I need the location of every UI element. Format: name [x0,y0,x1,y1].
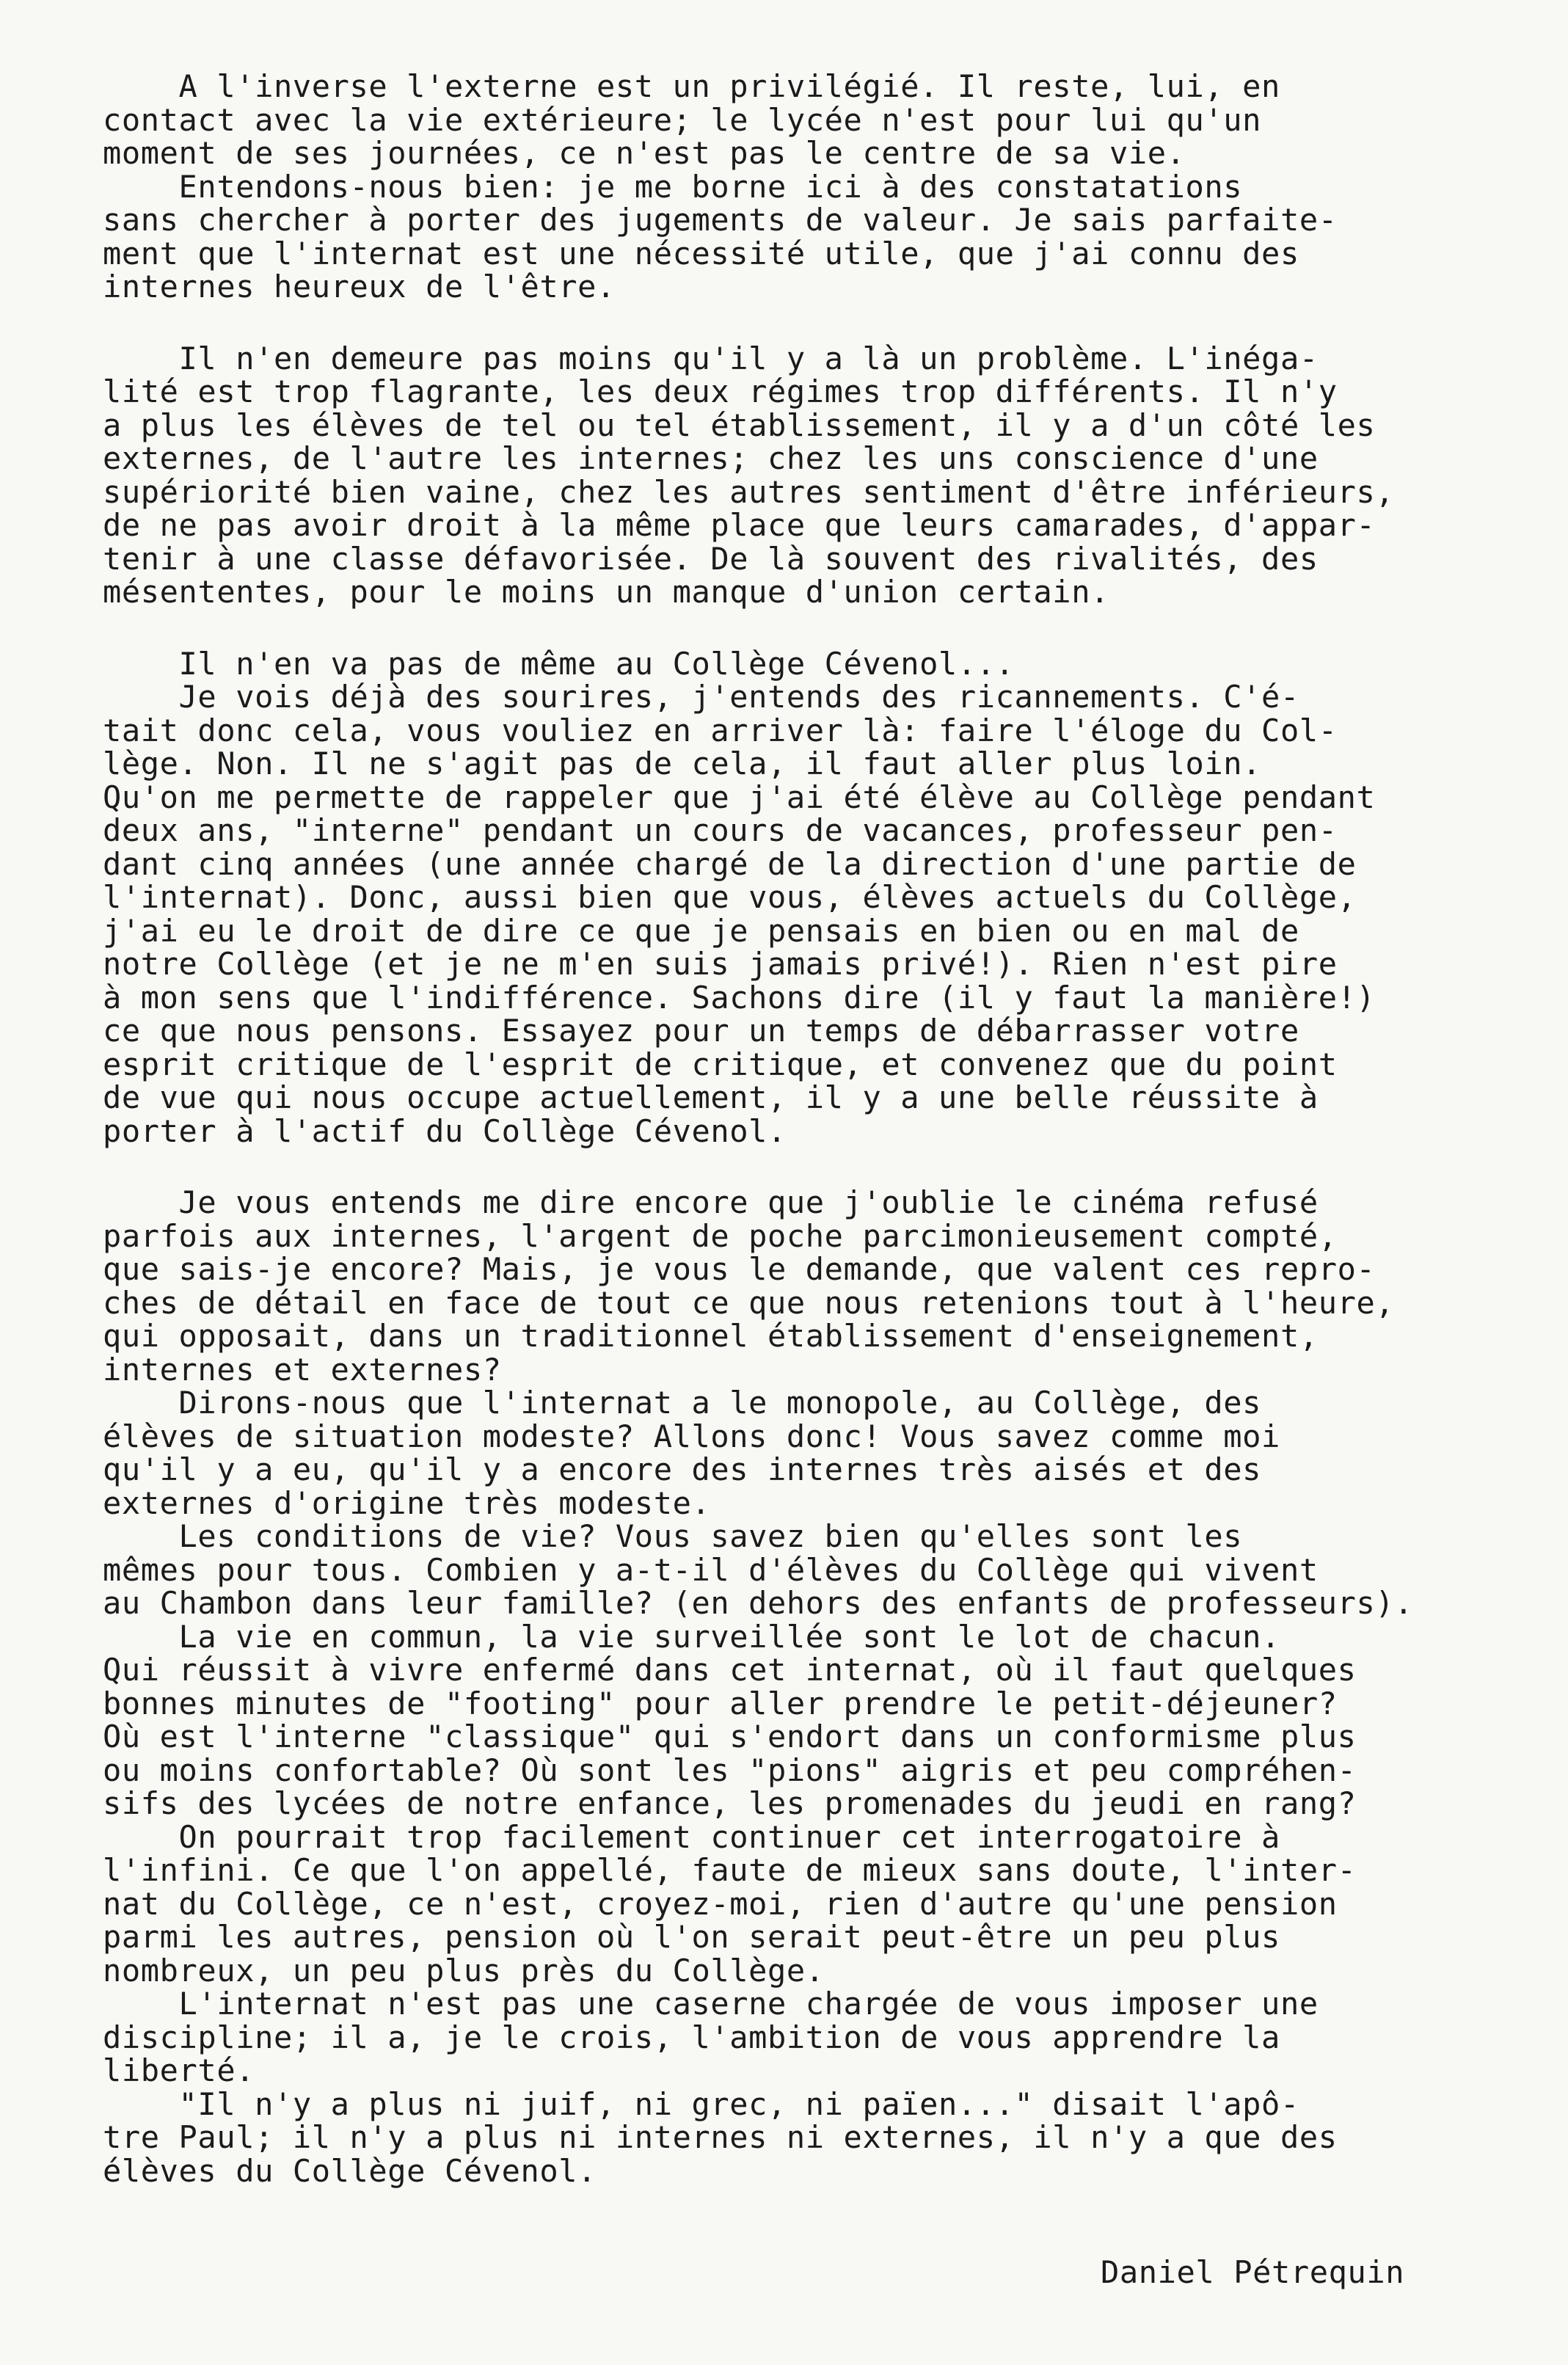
text-line: Il n'en demeure pas moins qu'il y a là un problème. L'inéga- [103,340,1319,376]
paragraph-gap [103,1148,1526,1186]
text-line: Il n'en va pas de même au Collège Cévenol... [103,645,1015,682]
text-line: tre Paul; il n'y a plus ni internes ni externes, il n'y a que des [103,2119,1338,2155]
text-line: mêmes pour tous. Combien y a-t-il d'élèves du Collège qui vivent [103,1551,1319,1588]
text-line: élèves du Collège Cévenol. [103,2152,597,2189]
paragraph [103,70,1526,304]
text-line: externes, de l'autre les internes; chez les uns conscience d'une [103,440,1319,476]
text-line: au Chambon dans leur famille? (en dehors des enfants de professeurs). [103,1585,1414,1621]
text-line: à mon sens que l'indifférence. Sachons dire (il y faut la manière!) [103,979,1376,1016]
text-line: j'ai eu le droit de dire ce que je pensais en bien ou en mal de [103,912,1299,949]
paragraph-gap [103,609,1526,647]
text-line: lège. Non. Il ne s'agit pas de cela, il faut aller plus loin. [103,746,1262,781]
text-line: a plus les élèves de tel ou tel établissement, il y a d'un côté les [103,407,1376,443]
text-line: Je vous entends me dire encore que j'oublie le cinéma refusé [103,1184,1319,1220]
text-line: parfois aux internes, l'argent de poche parcimonieusement compté, [103,1217,1338,1254]
text-line: que sais-je encore? Mais, je vous le demande, que valent ces repro- [103,1251,1376,1287]
text-line: lité est trop flagrante, les deux régimes trop différents. Il n'y [103,373,1338,409]
paragraph [103,342,1526,609]
text-line: dant cinq années (une année chargé de la direction d'une partie de [103,845,1357,882]
text-line: On pourrait trop facilement continuer cet interrogatoire à [103,1818,1280,1855]
text-line: élèves de situation modeste? Allons donc! Vous savez comme moi [103,1418,1280,1454]
text-line: Où est l'interne "classique" qui s'endort dans un conformisme plus [103,1719,1357,1754]
paragraph [103,647,1526,1148]
text-line: Entendons-nous bien: je me borne ici à des constatations [103,168,1243,205]
text-line: mésententes, pour le moins un manque d'union certain. [103,574,1109,610]
paragraph [103,1186,1526,2187]
text-line: Qui réussit à vivre enfermé dans cet internat, où il faut quelques [103,1652,1357,1688]
text-line: externes d'origine très modeste. [103,1484,711,1521]
text-line: porter à l'actif du Collège Cévenol. [103,1112,787,1149]
paragraph-gap [103,304,1526,342]
text-line: Dirons-nous que l'internat a le monopole, au Collège, des [103,1385,1262,1421]
text-line: contact avec la vie extérieure; le lycée n'est pour lui qu'un [103,101,1262,138]
text-line: sifs des lycées de notre enfance, les promenades du jeudi en rang? [103,1785,1357,1821]
text-line: de ne pas avoir droit à la même place que leurs camarades, d'appar- [103,507,1376,543]
text-line: L'internat n'est pas une caserne chargée de vous imposer une [103,1986,1319,2022]
text-line: Je vois déjà des sourires, j'entends des ricannements. C'é- [103,679,1299,715]
text-line: moment de ses journées, ce n'est pas le centre de sa vie. [103,135,1186,171]
text-line: l'internat). Donc, aussi bien que vous, élèves actuels du Collège, [103,879,1357,915]
text-line: liberté. [103,2052,255,2088]
text-line: bonnes minutes de "footing" pour aller prendre le petit-déjeuner? [103,1685,1338,1721]
text-line: qu'il y a eu, qu'il y a encore des internes très aisés et des [103,1451,1262,1487]
text-line: de vue qui nous occupe actuellement, il y a une belle réussite à [103,1079,1319,1115]
text-line: Les conditions de vie? Vous savez bien qu'elles sont les [103,1518,1243,1554]
text-line: discipline; il a, je le crois, l'ambition de vous apprendre la [103,2019,1280,2055]
text-line: parmi les autres, pension où l'on serait peut-être un peu plus [103,1919,1280,1955]
text-line: ou moins confortable? Où sont les "pions" aigris et peu compréhen- [103,1752,1357,1788]
text-line: supériorité bien vaine, chez les autres sentiment d'être inférieurs, [103,473,1395,510]
text-line: sans chercher à porter des jugements de valeur. Je sais parfaite- [103,202,1338,238]
text-line: A l'inverse l'externe est un privilégié. Il reste, lui, en [103,68,1280,104]
body-text [103,70,1526,2187]
signature: Daniel Pétrequin [1101,2254,1405,2290]
text-line: internes heureux de l'être. [103,269,616,305]
text-line: esprit critique de l'esprit de critique, et convenez que du point [103,1046,1338,1082]
text-line: internes et externes? [103,1351,502,1388]
text-line: ches de détail en face de tout ce que nous retenions tout à l'heure, [103,1284,1395,1321]
text-line: ce que nous pensons. Essayez pour un temps de débarrasser votre [103,1013,1299,1049]
text-line: ment que l'internat est une nécessité utile, que j'ai connu des [103,235,1299,272]
text-line: tait donc cela, vous vouliez en arriver là: faire l'éloge du Col- [103,712,1338,748]
text-line: Qu'on me permette de rappeler que j'ai été élève au Collège pendant [103,779,1376,815]
text-line: tenir à une classe défavorisée. De là souvent des rivalités, des [103,540,1319,577]
text-line: qui opposait, dans un traditionnel établissement d'enseignement, [103,1318,1319,1354]
text-line: nombreux, un peu plus près du Collège. [103,1952,825,1989]
text-line: notre Collège (et je ne m'en suis jamais privé!). Rien n'est pire [103,946,1338,982]
text-line: nat du Collège, ce n'est, croyez-moi, rien d'autre qu'une pension [103,1885,1338,1922]
text-line: "Il n'y a plus ni juif, ni grec, ni païen..." disait l'apô- [103,2085,1299,2122]
text-line: l'infini. Ce que l'on appellé, faute de mieux sans doute, l'inter- [103,1852,1357,1888]
text-line: deux ans, "interne" pendant un cours de vacances, professeur pen- [103,812,1338,848]
text-line: La vie en commun, la vie surveillée sont le lot de chacun. [103,1618,1280,1655]
